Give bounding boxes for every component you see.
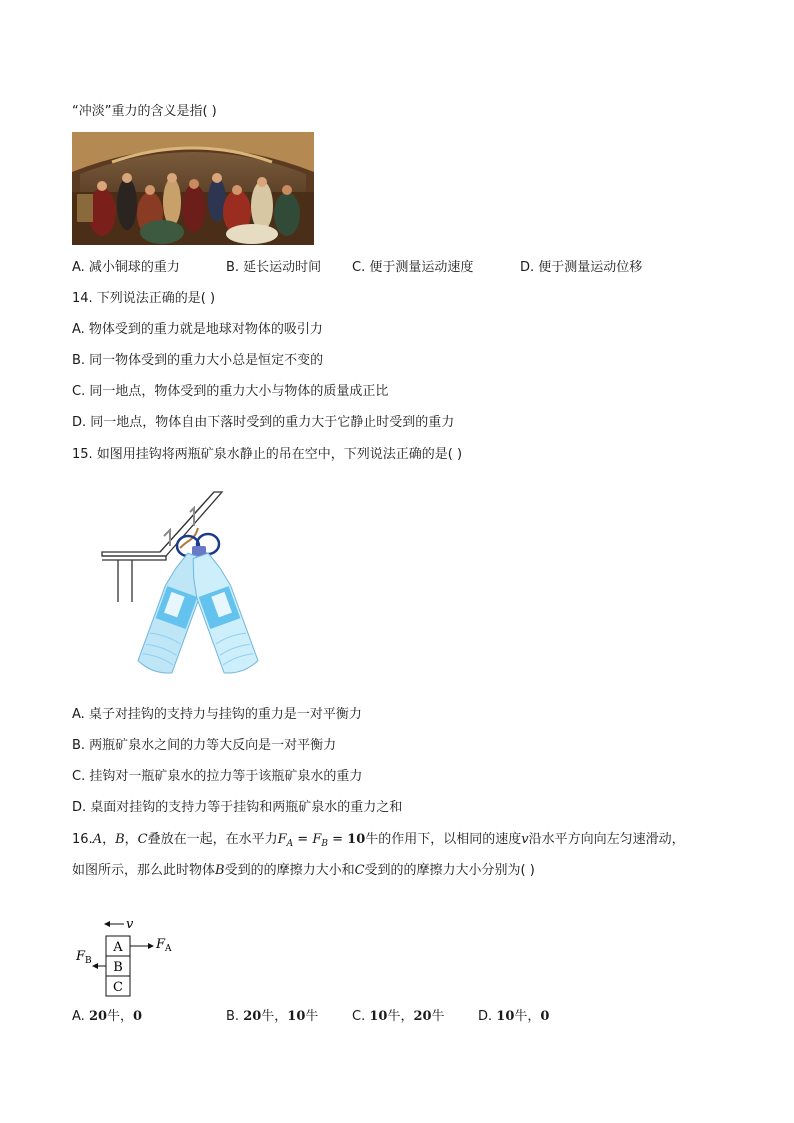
- q16-line2-b: 受到的的摩擦力大小和: [224, 863, 355, 878]
- q16-var-b: B: [115, 832, 125, 847]
- q16-option-a: A. 20牛，0: [72, 1009, 143, 1024]
- q13-option-a: A. 减小铜球的重力: [72, 260, 180, 275]
- q15-option-c: C. 挂钩对一瓶矿泉水的拉力等于该瓶矿泉水的重力: [72, 769, 363, 784]
- q16-option-b: B. 20牛，10牛: [226, 1009, 319, 1024]
- q13-stem: “冲淡”重力的含义是指( ): [72, 104, 217, 119]
- q16-text3: 沿水平方向向左匀速滑动，: [528, 832, 685, 847]
- q16-equals-2: =: [328, 832, 348, 847]
- hanging-bottles-figure: [96, 484, 286, 684]
- q16-line2-c: 受到的的摩擦力大小分别为( ): [364, 863, 535, 878]
- q13-option-b: B. 延长运动时间: [226, 260, 322, 275]
- q16-var-a: A: [92, 832, 103, 847]
- q15-option-a: A. 桌子对挂钩的支持力与挂钩的重力是一对平衡力: [72, 707, 362, 722]
- q16-var-c-2: C: [354, 863, 365, 878]
- q16-sep-2: ，: [124, 832, 138, 847]
- q16-text2: 牛的作用下，以相同的速度: [365, 832, 522, 847]
- q13-option-d: D. 便于测量运动位移: [520, 260, 643, 275]
- q16-text1: 叠放在一起，在水平力: [147, 832, 278, 847]
- q14-option-d: D. 同一地点，物体自由下落时受到的重力大于它静止时受到的重力: [72, 415, 455, 430]
- block-a-label: A: [113, 940, 123, 955]
- q14-stem: 14. 下列说法正确的是( ): [72, 291, 216, 306]
- block-b-label: B: [113, 960, 123, 975]
- q16-force-value: 10: [347, 832, 366, 847]
- q14-option-c: C. 同一地点，物体受到的重力大小与物体的质量成正比: [72, 384, 389, 399]
- q16-stem-line2: [72, 862, 535, 880]
- q13-option-c: C. 便于测量运动速度: [352, 260, 474, 275]
- q16-var-c: C: [137, 832, 148, 847]
- q16-line2-a: 如图所示，那么此时物体: [72, 863, 216, 878]
- q16-sep-1: ，: [102, 832, 116, 847]
- renaissance-painting-image: [72, 132, 314, 245]
- fb-label: $F_B$: [76, 949, 92, 966]
- q15-stem: 15. 如图用挂钩将两瓶矿泉水静止的吊在空中，下列说法正确的是( ): [72, 447, 463, 462]
- velocity-label: v: [126, 917, 134, 932]
- q14-option-b: B. 同一物体受到的重力大小总是恒定不变的: [72, 353, 324, 368]
- stacked-blocks-figure: [70, 912, 190, 1002]
- q16-option-c: C. 10牛，20牛: [352, 1009, 445, 1024]
- q16-number: 16.: [72, 832, 93, 847]
- block-c-label: C: [113, 980, 123, 995]
- q16-equals-1: =: [293, 832, 313, 847]
- q16-var-v: v: [521, 832, 529, 847]
- q15-option-b: B. 两瓶矿泉水之间的力等大反向是一对平衡力: [72, 738, 337, 753]
- q16-option-d: D. 10牛，0: [478, 1009, 550, 1024]
- q14-option-a: A. 物体受到的重力就是地球对物体的吸引力: [72, 322, 323, 337]
- q16-var-b-2: B: [215, 863, 225, 878]
- q16-fa: $F_A$: [277, 832, 294, 849]
- q16-fb: $F_B$: [312, 832, 328, 849]
- q15-option-d: D. 桌面对挂钩的支持力等于挂钩和两瓶矿泉水的重力之和: [72, 800, 403, 815]
- q16-stem-line1: [72, 831, 685, 853]
- fa-label: $F_A$: [156, 937, 172, 954]
